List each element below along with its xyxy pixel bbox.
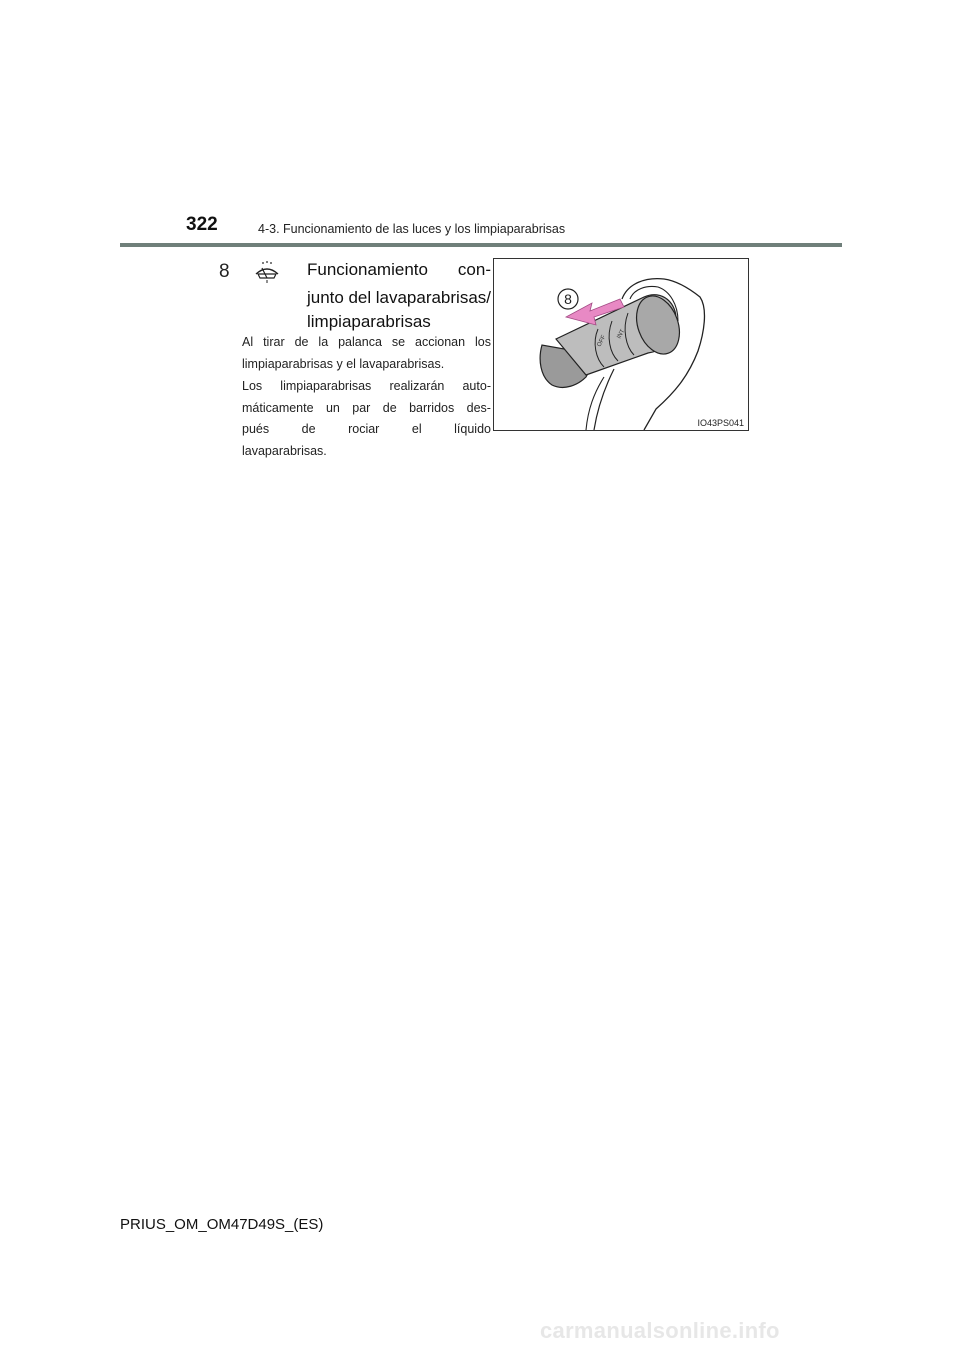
word: barridos xyxy=(409,400,455,415)
page-number: 322 xyxy=(186,214,218,235)
word: rociar xyxy=(348,422,380,436)
word: de xyxy=(382,400,397,415)
paragraph-line: lavaparabrisas. xyxy=(242,443,327,458)
word: un xyxy=(325,400,340,415)
svg-text:OFF: OFF xyxy=(596,334,608,348)
word: realizarán xyxy=(389,379,445,393)
header-rule xyxy=(120,243,842,247)
site-watermark: carmanualsonline.info xyxy=(540,1318,780,1343)
word: máticamente xyxy=(242,400,314,415)
word: de xyxy=(301,422,316,436)
word: líquido xyxy=(454,422,491,436)
word: los xyxy=(475,335,491,349)
windshield-washer-icon xyxy=(254,260,280,284)
paragraph-line xyxy=(242,398,491,420)
heading-word: junto xyxy=(307,288,344,307)
paragraph-line: limpiaparabrisas y el lavaparabrisas. xyxy=(242,356,445,371)
svg-text:INT: INT xyxy=(616,328,627,340)
word: el xyxy=(411,422,422,436)
word: des- xyxy=(466,400,491,415)
paragraph-line xyxy=(242,419,491,441)
wiper-lever-illustration xyxy=(493,258,749,431)
heading-word: lavaparabrisas/ xyxy=(375,288,491,307)
word: de xyxy=(294,335,309,349)
heading-word: del xyxy=(348,288,372,307)
item-heading xyxy=(307,258,491,334)
word: la xyxy=(318,335,329,349)
word: Al xyxy=(242,335,254,349)
paragraph-line xyxy=(242,332,491,354)
paragraph-line xyxy=(242,376,491,398)
word: palanca xyxy=(338,335,382,349)
word: Los xyxy=(242,379,263,393)
hand-pulling-lever-drawing xyxy=(494,259,748,430)
word: tirar xyxy=(263,335,285,349)
image-code: IO43PS041 xyxy=(697,418,744,428)
step-marker: 8 xyxy=(219,261,230,282)
heading-word: Funcionamiento xyxy=(307,260,428,279)
paragraph-2 xyxy=(242,376,491,462)
word: accionan xyxy=(415,335,466,349)
word: auto- xyxy=(462,379,491,393)
word: se xyxy=(391,335,406,349)
heading-line: limpiaparabrisas xyxy=(307,312,431,331)
document-id: PRIUS_OM_OM47D49S_(ES) xyxy=(120,1216,324,1233)
word: par xyxy=(352,400,371,415)
word: limpiaparabrisas xyxy=(280,379,372,393)
paragraph-1 xyxy=(242,332,491,375)
word: pués xyxy=(242,422,270,436)
figure-callout-marker: 8 xyxy=(564,291,572,307)
section-title: 4-3. Funcionamiento de las luces y los limpiaparabrisas xyxy=(258,222,566,236)
heading-word: con- xyxy=(457,260,491,279)
